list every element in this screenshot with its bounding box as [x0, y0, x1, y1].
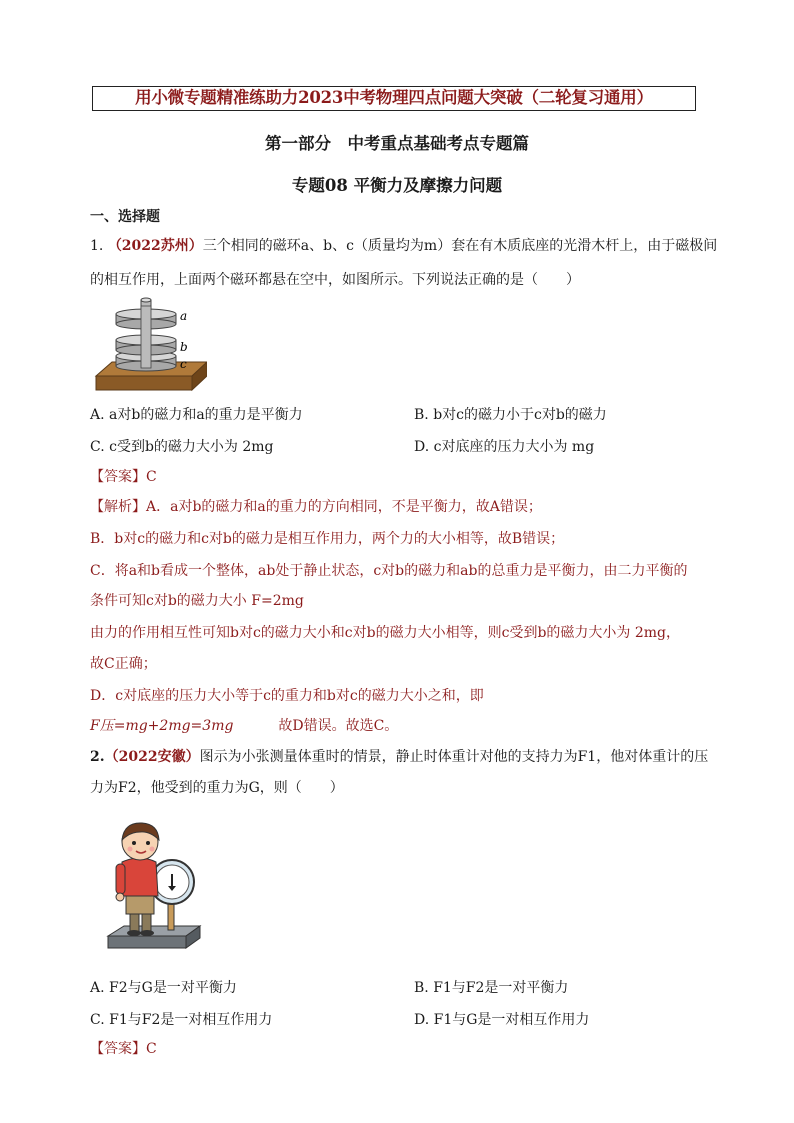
q1-analysis-line2: B．b对c的磁力和c对b的磁力是相互作用力，两个力的大小相等，故B错误； [90, 531, 565, 547]
q1-option-c: C. c受到b的磁力大小为 2mg [90, 439, 274, 455]
q1-analysis-line1: 【解析】A．a对b的磁力和a的重力的方向相同，不是平衡力，故A错误； [90, 499, 542, 515]
q2-number: 2. [90, 749, 105, 765]
magnet-rings-figure [92, 296, 207, 396]
q1-option-a: A. a对b的磁力和a的重力是平衡力 [90, 407, 303, 423]
q1-number: 1. [90, 238, 104, 254]
q1-option-d: D. c对底座的压力大小为 mg [414, 439, 595, 455]
q2-option-c: C. F1与F2是一对相互作用力 [90, 1012, 273, 1028]
ring-label-c: c [180, 357, 187, 371]
q1-stem-line1 [90, 236, 717, 256]
part-title: 第一部分 中考重点基础考点专题篇 [265, 134, 529, 153]
q1-analysis-line3: C．将a和b看成一个整体，ab处于静止状态，c对b的磁力和ab的总重力是平衡力，由二力平衡的 [90, 563, 688, 579]
topic-title: 专题08 平衡力及摩擦力问题 [291, 176, 503, 195]
q2-option-b: B. F1与F2是一对平衡力 [414, 980, 569, 996]
q1-option-b: B. b对c的磁力小于c对b的磁力 [414, 407, 607, 423]
weighing-scale-figure [104, 818, 204, 956]
q1-stem-text1: 三个相同的磁环a、b、c（质量均为m）套在有木质底座的光滑木杆上，由于磁极间 [202, 238, 718, 254]
q2-option-a: A. F2与G是一对平衡力 [90, 980, 237, 996]
q1-stem-line2: 的相互作用，上面两个磁环都悬在空中，如图所示。下列说法正确的是（ ） [90, 272, 580, 288]
q2-stem-line1 [90, 747, 708, 767]
ring-label-a: a [180, 309, 188, 323]
q2-option-d: D. F1与G是一对相互作用力 [414, 1012, 590, 1028]
q1-analysis-line6: 故C正确； [90, 656, 157, 672]
q1-source: （2022苏州） [107, 238, 203, 254]
q2-stem-line2: 力为F2，他受到的重力为G，则（ ） [90, 780, 344, 796]
section-title: 一、选择题 [90, 209, 160, 225]
q2-answer: 【答案】C [90, 1041, 157, 1057]
series-banner: 用小微专题精准练助力2023中考物理四点问题大突破（二轮复习通用） [92, 86, 696, 111]
q1-analysis-line8 [90, 716, 398, 736]
ring-label-b: b [180, 340, 188, 354]
q2-stem-text1: 图示为小张测量体重时的情景，静止时体重计对他的支持力为F1，他对体重计的压 [199, 749, 709, 765]
q2-source: （2022安徽） [104, 749, 200, 765]
q1-analysis-line7: D．c对底座的压力大小等于c的重力和b对c的磁力大小之和，即 [90, 688, 484, 704]
q1-analysis-line4: 条件可知c对b的磁力大小 F=2mg [90, 593, 304, 609]
q1-answer: 【答案】C [90, 469, 157, 485]
q1-analysis-line5: 由力的作用相互性可知b对c的磁力大小和c对b的磁力大小相等，则c受到b的磁力大小为 2mg， [90, 625, 681, 641]
q1-conclusion: 故D错误。故选C。 [278, 718, 399, 734]
q1-formula: F压=mg+2mg=3mg [90, 718, 234, 734]
